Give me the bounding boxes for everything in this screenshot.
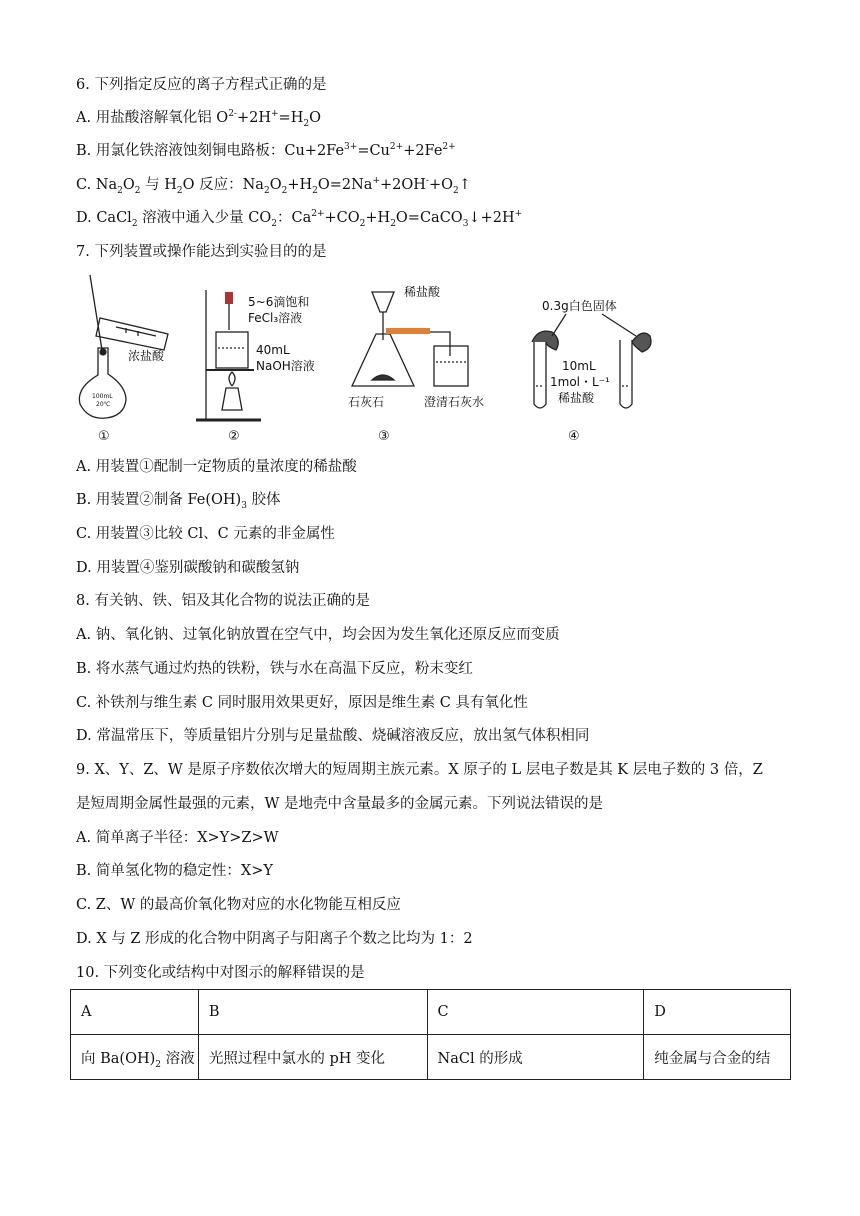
q9-stem-line1: 9. X、Y、Z、W 是原子序数依次增大的短周期主族元素。X 原子的 L 层电子数是其 K 层电子数的 3 倍，Z — [76, 762, 763, 778]
q7-option-b: B. 用装置②制备 $Fe(OH)_3$ 胶体 — [76, 492, 281, 511]
fig2-number: ② — [228, 429, 240, 444]
fig2-label-4: NaOH溶液 — [256, 359, 315, 373]
fig1-graduated-cylinder — [96, 318, 168, 350]
q10-stem: 10. 下列变化或结构中对图示的解释错误的是 — [76, 965, 365, 981]
q7-apparatus-figures — [76, 270, 676, 445]
q6-option-a: A. 用盐酸溶解氧化铝 $O^{2-}+2H^+=H_2O$ — [76, 109, 321, 129]
table-header-cell: C — [427, 990, 644, 1035]
fig1-flask-text-1: 100mL — [92, 393, 113, 400]
table-header-row — [71, 990, 791, 1035]
fig4-label-3: 1mol・L⁻¹ — [550, 375, 610, 389]
fig4-label-1: 0.3g白色固体 — [542, 299, 617, 313]
fig1-flask-text-2: 20℃ — [96, 401, 111, 408]
fig4-label-2: 10mL — [562, 359, 596, 373]
q6-option-b: B. 用氯化铁溶液蚀刻铜电路板：$Cu+2Fe^{3+}=Cu^{2+}+2Fe^{2+}$ — [76, 142, 456, 159]
fig3-number: ③ — [378, 429, 390, 444]
fig2-heating-setup — [196, 290, 261, 420]
table-cell: 光照过程中氯水的 pH 变化 — [198, 1035, 427, 1080]
q8-option-c: C. 补铁剂与维生素 C 同时服用效果更好，原因是维生素 C 具有氧化性 — [76, 695, 528, 711]
fig2-label-2: FeCl₃溶液 — [248, 311, 303, 325]
q8-stem: 8. 有关钠、铁、铝及其化合物的说法正确的是 — [76, 593, 370, 609]
q7-option-a: A. 用装置①配制一定物质的量浓度的稀盐酸 — [76, 459, 357, 475]
q7-option-c: C. 用装置③比较 Cl、C 元素的非金属性 — [76, 526, 335, 542]
q9-stem-line2: 是短周期金属性最强的元素，W 是地壳中含量最多的金属元素。下列说法错误的是 — [76, 796, 604, 812]
fig3-label-2: 石灰石 — [348, 395, 385, 409]
q8-option-b: B. 将水蒸气通过灼热的铁粉，铁与水在高温下反应，粉末变红 — [76, 661, 473, 677]
q10-table — [70, 989, 791, 1080]
q9-option-b: B. 简单氢化物的稳定性：X>Y — [76, 863, 273, 879]
fig1-number: ① — [98, 429, 110, 444]
q9-option-c: C. Z、W 的最高价氧化物对应的水化物能互相反应 — [76, 897, 401, 913]
q6-stem: 6. 下列指定反应的离子方程式正确的是 — [76, 77, 327, 93]
fig3-gas-generation — [352, 292, 468, 386]
fig2-label-1: 5~6滴饱和 — [248, 295, 310, 309]
fig2-label-3: 40mL — [256, 343, 290, 357]
q7-option-d: D. 用装置④鉴别碳酸钠和碳酸氢钠 — [76, 560, 300, 576]
q9-option-a: A. 简单离子半径：X>Y>Z>W — [76, 830, 279, 846]
q6-option-d: D. CaCl$_2$ 溶液中通入少量 $CO_2$：$Ca^{2+}+CO_2+H_2O=CaCO_3↓+2H^+$ — [76, 209, 523, 229]
table-row — [71, 1035, 791, 1080]
fig4-label-4: 稀盐酸 — [558, 391, 595, 405]
q9-option-d: D. X 与 Z 形成的化合物中阴离子与阳离子个数之比均为 1：2 — [76, 931, 473, 947]
table-cell: 向 $Ba(OH)_2$ 溶液 — [71, 1035, 199, 1080]
table-header-cell: A — [71, 990, 199, 1035]
fig1-label: 浓盐酸 — [128, 349, 165, 363]
table-header-cell: D — [644, 990, 791, 1035]
fig3-label-1: 稀盐酸 — [404, 285, 441, 299]
fig3-label-3: 澄清石灰水 — [424, 395, 485, 409]
q8-option-d: D. 常温常压下，等质量铝片分别与足量盐酸、烧碱溶液反应，放出氢气体积相同 — [76, 728, 590, 744]
q7-stem: 7. 下列装置或操作能达到实验目的的是 — [76, 244, 327, 260]
table-cell: NaCl 的形成 — [427, 1035, 644, 1080]
table-cell: 纯金属与合金的结 — [644, 1035, 791, 1080]
q6-option-c: C. $Na_2O_2$ 与 $H_2O$ 反应：$Na_2O_2+H_2O=2Na^++2OH^-+O_2↑$ — [76, 176, 471, 196]
fig4-number: ④ — [568, 429, 580, 444]
q8-option-a: A. 钠、氧化钠、过氧化钠放置在空气中，均会因为发生氧化还原反应而变质 — [76, 627, 560, 643]
table-header-cell: B — [198, 990, 427, 1035]
